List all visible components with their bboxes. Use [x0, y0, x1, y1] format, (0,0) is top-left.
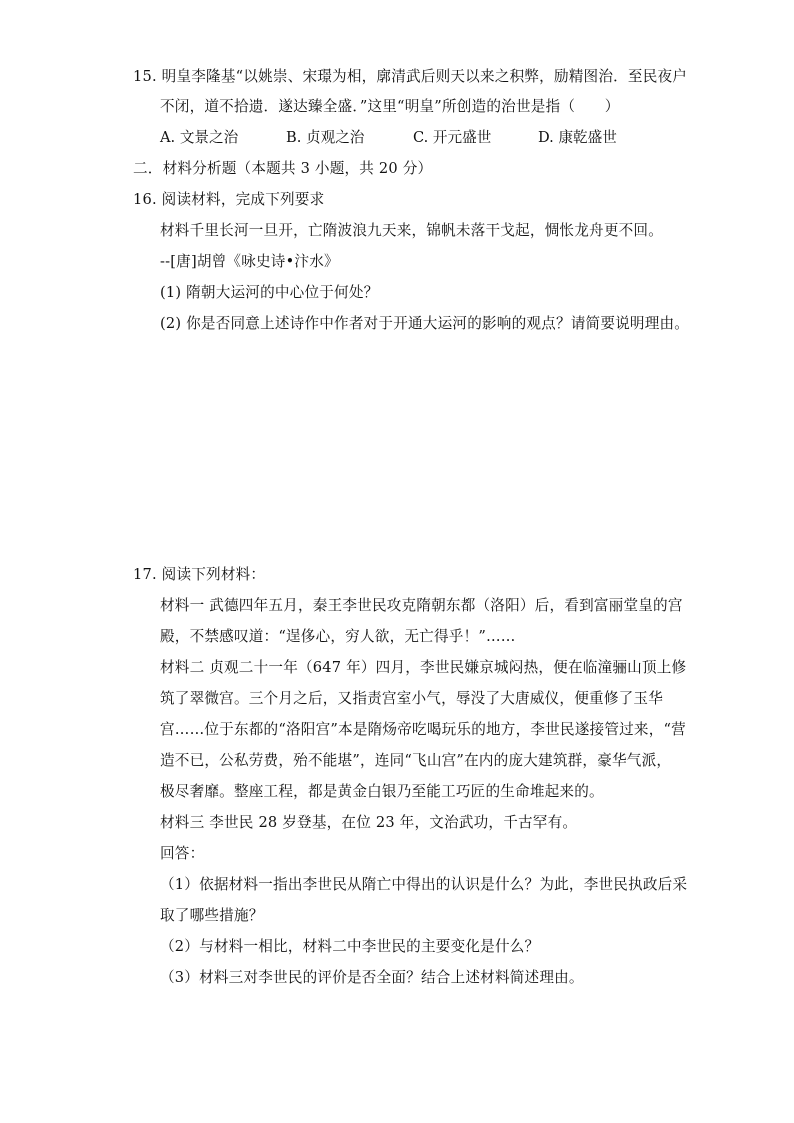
q15-line-2: 不闭，道不拾遗．遂达臻全盛．”这里“明皇”所创造的治世是指（ ）: [160, 98, 620, 115]
q16-material: 材料千里长河一旦开，亡隋波浪九天来，锦帆未落干戈起，惆怅龙舟更不回。: [160, 222, 663, 239]
q17-answer-label: 回答：: [160, 845, 205, 862]
q15-option-b: B. 贞观之治: [286, 129, 365, 146]
q15-line-1: 15. 明皇李隆基“以姚崇、宋璟为相，廓清武后则天以来之积弊，励精图治．至民夜户: [133, 68, 688, 85]
q17-material-1-line-2: 殿，不禁感叹道：“逞侈心，穷人欲，无亡得乎！”……: [160, 628, 516, 645]
q17-sub-question-3: （3）材料三对李世民的评价是否全面？结合上述材料简述理由。: [160, 969, 584, 986]
q16-source: --[唐]胡曾《咏史诗•汴水》: [160, 253, 339, 270]
q17-material-2-line-5: 极尽奢靡。整座工程，都是黄金白银乃至能工巧匠的生命堆起来的。: [160, 783, 604, 800]
q16-sub-question-1: (1) 隋朝大运河的中心位于何处？: [160, 284, 379, 301]
q15-option-a: A. 文景之治: [160, 129, 239, 146]
q16-title: 16. 阅读材料，完成下列要求: [133, 191, 325, 208]
section-heading: 二．材料分析题（本题共 3 小题，共 20 分）: [133, 160, 433, 177]
q17-material-2-line-2: 筑了翠微宫。三个月之后，又指责宫室小气，辱没了大唐威仪，便重修了玉华: [160, 690, 663, 707]
q17-sub-question-1-line-2: 取了哪些措施？: [160, 907, 264, 924]
q15-option-d: D. 康乾盛世: [538, 129, 617, 146]
q17-material-2-line-3: 宫……位于东都的“洛阳宫”本是隋炀帝吃喝玩乐的地方，李世民遂接管过来，“营: [160, 721, 686, 738]
q17-material-1-line-1: 材料一 武德四年五月，秦王李世民攻克隋朝东都（洛阳）后，看到富丽堂皇的宫: [160, 597, 683, 614]
q17-material-2-line-4: 造不已，公私劳费，殆不能堪”，连同“飞山宫”在内的庞大建筑群，豪华气派，: [160, 752, 672, 769]
q17-title: 17. 阅读下列材料：: [133, 566, 266, 583]
q17-material-2-line-1: 材料二 贞观二十一年（647 年）四月，李世民嫌京城闷热，便在临潼骊山顶上修: [160, 659, 687, 676]
q16-sub-question-2: (2) 你是否同意上述诗作中作者对于开通大运河的影响的观点？请简要说明理由。: [160, 315, 690, 332]
q17-sub-question-2: （2）与材料一相比，材料二中李世民的主要变化是什么？: [160, 938, 540, 955]
q17-sub-question-1-line-1: （1）依据材料一指出李世民从隋亡中得出的认识是什么？为此，李世民执政后采: [160, 876, 688, 893]
q15-option-c: C. 开元盛世: [413, 129, 492, 146]
q17-material-3: 材料三 李世民 28 岁登基，在位 23 年，文治武功，千古罕有。: [160, 814, 578, 831]
